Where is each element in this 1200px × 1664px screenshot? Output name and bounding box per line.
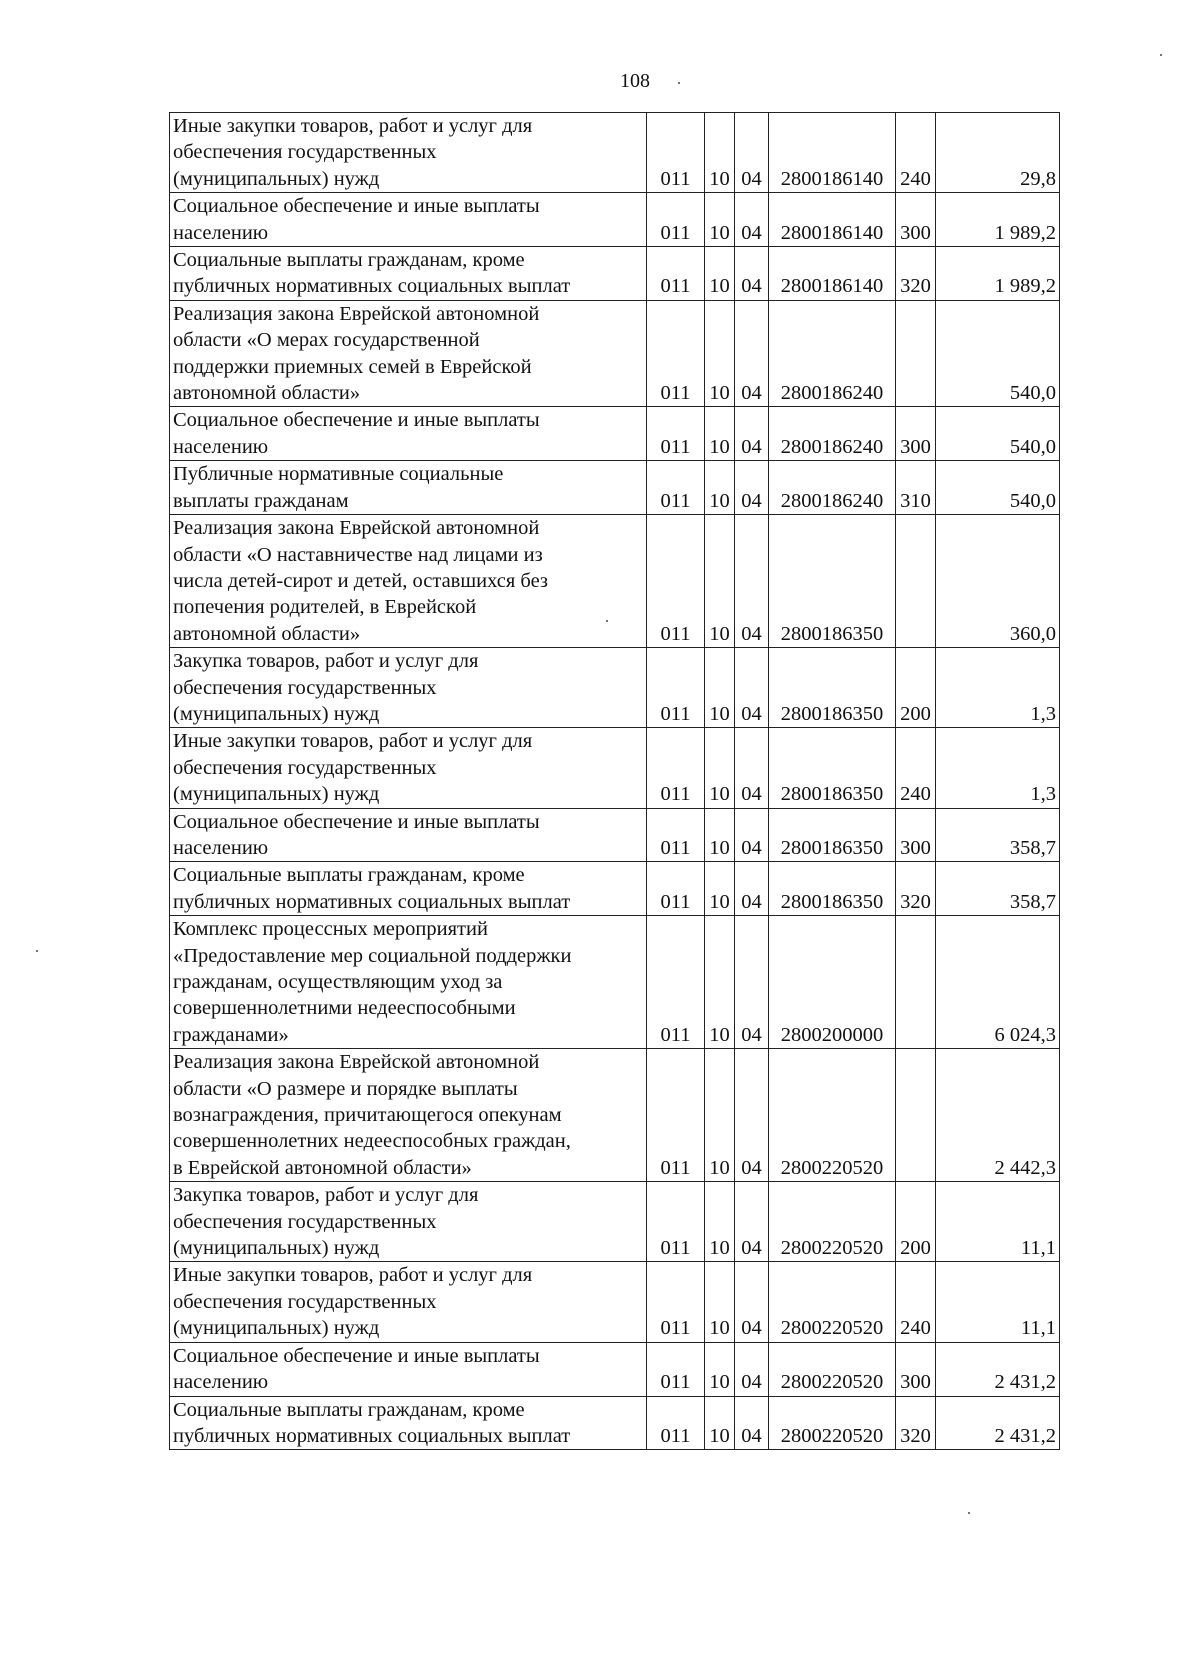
ministry-code: 011 [647,300,705,407]
section-code: 10 [705,1396,735,1450]
target-article-code: 2800220520 [769,1396,896,1450]
row-description: Закупка товаров, работ и услуг для обеспечения государственных (муниципальных) нужд [170,648,647,728]
table-row [170,1049,1060,1182]
table-row [170,193,1060,247]
ministry-code: 011 [647,113,705,193]
scan-speck [1160,54,1162,56]
row-description: Реализация закона Еврейской автономной области «О размере и порядке выплаты вознаграждения, причитающегося опекунам совершеннолетних недееспособных граждан, в Еврейской автономной области» [170,1049,647,1182]
section-code: 10 [705,193,735,247]
subsection-code: 04 [735,407,769,461]
ministry-code: 011 [647,728,705,808]
subsection-code: 04 [735,1396,769,1450]
expense-type-code: 240 [896,113,936,193]
expense-type-code [896,300,936,407]
amount: 358,7 [936,862,1060,916]
row-description: Реализация закона Еврейской автономной области «О наставничестве над лицами из числа детей-сирот и детей, оставшихся без попечения родителей, в Еврейской автономной области» [170,515,647,648]
amount: 1 989,2 [936,193,1060,247]
expense-type-code: 320 [896,1396,936,1450]
target-article-code: 2800220520 [769,1182,896,1262]
expense-type-code [896,515,936,648]
ministry-code: 011 [647,515,705,648]
subsection-code: 04 [735,1182,769,1262]
expense-type-code: 300 [896,808,936,862]
subsection-code: 04 [735,247,769,301]
ministry-code: 011 [647,1049,705,1182]
row-description: Закупка товаров, работ и услуг для обеспечения государственных (муниципальных) нужд [170,1182,647,1262]
ministry-code: 011 [647,1262,705,1342]
expense-type-code: 320 [896,862,936,916]
row-description: Социальное обеспечение и иные выплаты населению [170,193,647,247]
scan-speck [678,82,680,84]
table-row [170,515,1060,648]
ministry-code: 011 [647,1396,705,1450]
expense-type-code: 300 [896,193,936,247]
subsection-code: 04 [735,300,769,407]
table-row [170,808,1060,862]
row-description: Реализация закона Еврейской автономной области «О мерах государственной поддержки приемных семей в Еврейской автономной области» [170,300,647,407]
section-code: 10 [705,1262,735,1342]
section-code: 10 [705,113,735,193]
expense-type-code: 240 [896,1262,936,1342]
section-code: 10 [705,1182,735,1262]
section-code: 10 [705,728,735,808]
amount: 360,0 [936,515,1060,648]
amount: 6 024,3 [936,916,1060,1049]
amount: 1,3 [936,728,1060,808]
subsection-code: 04 [735,193,769,247]
section-code: 10 [705,300,735,407]
section-code: 10 [705,862,735,916]
target-article-code: 2800186140 [769,247,896,301]
row-description: Социальное обеспечение и иные выплаты населению [170,1342,647,1396]
subsection-code: 04 [735,461,769,515]
target-article-code: 2800186350 [769,648,896,728]
page-number: 108 [620,70,650,92]
amount: 540,0 [936,407,1060,461]
expense-type-code [896,1049,936,1182]
ministry-code: 011 [647,461,705,515]
row-description: Социальное обеспечение и иные выплаты населению [170,407,647,461]
row-description: Комплекс процессных мероприятий «Предоставление мер социальной поддержки гражданам, осуществляющим уход за совершеннолетними недееспособными гражданами» [170,916,647,1049]
scan-speck [968,1512,970,1514]
table-row [170,247,1060,301]
table-row [170,407,1060,461]
scan-speck [36,950,38,952]
table-row [170,461,1060,515]
target-article-code: 2800186140 [769,193,896,247]
ministry-code: 011 [647,193,705,247]
row-description: Публичные нормативные социальные выплаты гражданам [170,461,647,515]
target-article-code: 2800186240 [769,461,896,515]
amount: 358,7 [936,808,1060,862]
amount: 1 989,2 [936,247,1060,301]
target-article-code: 2800220520 [769,1049,896,1182]
row-description: Иные закупки товаров, работ и услуг для обеспечения государственных (муниципальных) нужд [170,113,647,193]
amount: 2 442,3 [936,1049,1060,1182]
table-row [170,113,1060,193]
expense-type-code [896,916,936,1049]
table-row [170,1396,1060,1450]
amount: 1,3 [936,648,1060,728]
section-code: 10 [705,648,735,728]
table-row [170,728,1060,808]
ministry-code: 011 [647,247,705,301]
row-description: Иные закупки товаров, работ и услуг для обеспечения государственных (муниципальных) нужд [170,1262,647,1342]
subsection-code: 04 [735,916,769,1049]
row-description: Социальные выплаты гражданам, кроме публичных нормативных социальных выплат [170,862,647,916]
ministry-code: 011 [647,862,705,916]
section-code: 10 [705,247,735,301]
target-article-code: 2800186140 [769,113,896,193]
amount: 540,0 [936,461,1060,515]
section-code: 10 [705,461,735,515]
amount: 2 431,2 [936,1396,1060,1450]
budget-table [169,112,1060,1450]
ministry-code: 011 [647,648,705,728]
expense-type-code: 300 [896,1342,936,1396]
target-article-code: 2800200000 [769,916,896,1049]
row-description: Социальные выплаты гражданам, кроме публичных нормативных социальных выплат [170,1396,647,1450]
ministry-code: 011 [647,1182,705,1262]
ministry-code: 011 [647,407,705,461]
table-row [170,1342,1060,1396]
subsection-code: 04 [735,728,769,808]
scan-speck [606,620,608,622]
subsection-code: 04 [735,113,769,193]
amount: 11,1 [936,1262,1060,1342]
amount: 2 431,2 [936,1342,1060,1396]
section-code: 10 [705,1049,735,1182]
expense-type-code: 200 [896,1182,936,1262]
target-article-code: 2800186350 [769,728,896,808]
section-code: 10 [705,515,735,648]
section-code: 10 [705,808,735,862]
target-article-code: 2800186350 [769,515,896,648]
section-code: 10 [705,1342,735,1396]
subsection-code: 04 [735,515,769,648]
amount: 11,1 [936,1182,1060,1262]
table-row [170,1262,1060,1342]
subsection-code: 04 [735,862,769,916]
subsection-code: 04 [735,1049,769,1182]
row-description: Социальные выплаты гражданам, кроме публичных нормативных социальных выплат [170,247,647,301]
expense-type-code: 300 [896,407,936,461]
subsection-code: 04 [735,1262,769,1342]
section-code: 10 [705,916,735,1049]
subsection-code: 04 [735,1342,769,1396]
section-code: 10 [705,407,735,461]
target-article-code: 2800186350 [769,808,896,862]
expense-type-code: 310 [896,461,936,515]
target-article-code: 2800186240 [769,300,896,407]
amount: 29,8 [936,113,1060,193]
ministry-code: 011 [647,916,705,1049]
ministry-code: 011 [647,808,705,862]
subsection-code: 04 [735,648,769,728]
expense-type-code: 200 [896,648,936,728]
table-row [170,1182,1060,1262]
expense-type-code: 320 [896,247,936,301]
target-article-code: 2800220520 [769,1262,896,1342]
expense-type-code: 240 [896,728,936,808]
amount: 540,0 [936,300,1060,407]
target-article-code: 2800186240 [769,407,896,461]
table-row [170,916,1060,1049]
row-description: Иные закупки товаров, работ и услуг для обеспечения государственных (муниципальных) нужд [170,728,647,808]
table-row [170,862,1060,916]
row-description: Социальное обеспечение и иные выплаты населению [170,808,647,862]
table-body [170,113,1060,1450]
table-row [170,648,1060,728]
ministry-code: 011 [647,1342,705,1396]
target-article-code: 2800220520 [769,1342,896,1396]
target-article-code: 2800186350 [769,862,896,916]
table-row [170,300,1060,407]
subsection-code: 04 [735,808,769,862]
